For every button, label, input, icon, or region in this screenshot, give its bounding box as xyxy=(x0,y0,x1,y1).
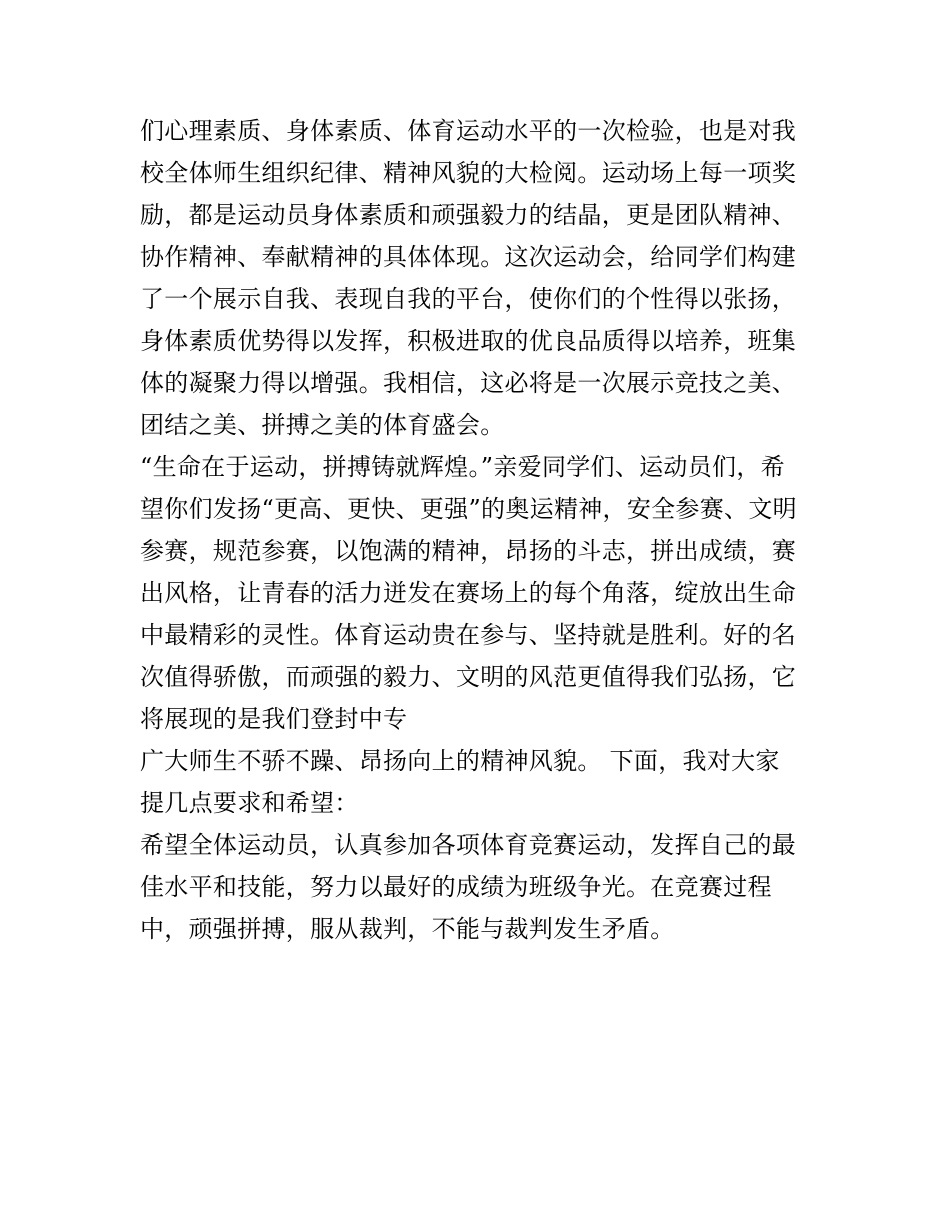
text-line: 广大师生不骄不躁、昂扬向上的精神风貌。 下面，我对大家 xyxy=(140,747,780,775)
text-line: 次值得骄傲，而顽强的毅力、文明的风范更值得我们弘扬，它 xyxy=(140,663,797,691)
text-line: 团结之美、拼搏之美的体育盛会。 xyxy=(140,411,505,439)
text-line: 佳水平和技能，努力以最好的成绩为班级争光。在竞赛过程 xyxy=(140,873,772,901)
text-line: 体的凝聚力得以增强。我相信，这必将是一次展示竞技之美、 xyxy=(140,369,797,397)
text-line: 身体素质优势得以发挥，积极进取的优良品质得以培养，班集 xyxy=(140,327,797,355)
text-line: 校全体师生组织纪律、精神风貌的大检阅。运动场上每一项奖 xyxy=(140,159,797,187)
text-line: 中最精彩的灵性。体育运动贵在参与、坚持就是胜利。好的名 xyxy=(140,621,797,649)
text-line: 提几点要求和希望： xyxy=(140,789,359,817)
text-line: 了一个展示自我、表现自我的平台，使你们的个性得以张扬， xyxy=(140,285,797,313)
text-line: 中，顽强拼搏，服从裁判，不能与裁判发生矛盾。 xyxy=(140,915,675,943)
text-line: 协作精神、奉献精神的具体体现。这次运动会，给同学们构建 xyxy=(140,243,797,271)
body-text xyxy=(140,110,830,950)
text-line: 励，都是运动员身体素质和顽强毅力的结晶，更是团队精神、 xyxy=(140,201,797,229)
text-line: 望你们发扬“更高、更快、更强”的奥运精神，安全参赛、文明 xyxy=(140,495,797,523)
text-line: “生命在于运动，拼搏铸就辉煌。”亲爱同学们、运动员们，希 xyxy=(140,453,785,481)
text-line: 出风格，让青春的活力迸发在赛场上的每个角落，绽放出生命 xyxy=(140,579,797,607)
text-line: 希望全体运动员，认真参加各项体育竞赛运动，发挥自己的最 xyxy=(140,831,797,859)
text-line: 参赛，规范参赛，以饱满的精神，昂扬的斗志，拼出成绩，赛 xyxy=(140,537,797,565)
text-line: 们心理素质、身体素质、体育运动水平的一次检验，也是对我 xyxy=(140,117,797,145)
text-line: 将展现的是我们登封中专 xyxy=(140,705,408,733)
